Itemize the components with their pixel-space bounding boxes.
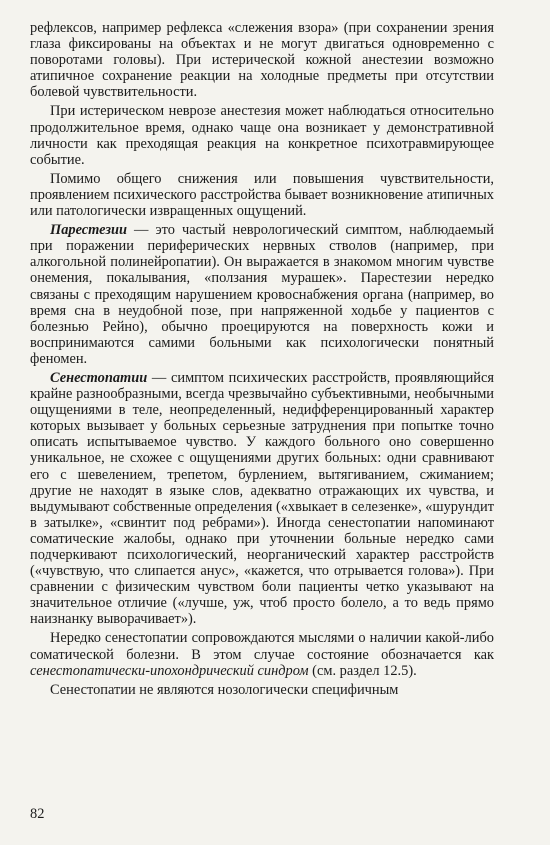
page-number: 82 xyxy=(30,806,45,822)
paresthesia-definition: — это частый неврологический симптом, наблюдаемый при поражении периферических нервных стволов (например, при алкогольной полинейропатии). Он выражается в знакомом многим чувстве онемения, покалывания, «ползания мурашек». Парестезии нередко связаны с преходящим нарушением кровоснабжения органа (например, во время сна в неудобной позе, при напряженной ходьбе у пациентов с болезнью Рейно), обычно проецируются на поверхность кожи и воспринимаются самими больными как психологически понятный феномен. xyxy=(30,222,494,367)
syndrome-text: Нередко сенестопатии сопровождаются мыслями о наличии какой-либо соматической болезни. В этом случае состояние обозначается как xyxy=(30,630,494,663)
senestopathy-definition: — симптом психических расстройств, проявляющийся крайне разнообразными, всегда чрезвычайно субъективными, необычными ощущениями в теле, неопределенный, недифференцированный характер которых вызывает у больных серьезные затруднения при попытке точно описать испытываемое чувство. У каждого больного оно совершенно уникальное, не схожее с ощущениями других больных: одни сравнивают его с шевелением, трепетом, бурлением, вытягиванием, сжиманием; другие не находят в языке слов, адекватно отражающих их чувства, и выдумывают собственные определения («хвыкает в селезенке», «шурундит в затылке», «свинтит под ребрами»). Иногда сенестопатии напоминают соматические жалобы, однако при уточнении больные нередко сами подчеркивают психологический, неорганический характер расстройств («чувствую, что слипается анус», «кажется, что отрывается голова»). При сравнении с физическим чувством боли пациенты четко указывают на значительное отличие («лучше, уж, чтоб просто болело, а то ведь прямо наизнанку выворачивает»). xyxy=(30,369,494,628)
paragraph-hysteria-reflexes: рефлексов, например рефлекса «слежения взора» (при сохранении зрения глаза фиксированы на объектах и не могут двигаться одновременно с поворотами головы). При истерической кожной анестезии возможно атипичное сохранение реакции на холодные предметы при отсутствии болевой чувствительности. xyxy=(30,20,494,101)
syndrome-reference: (см. раздел 12.5). xyxy=(308,662,417,679)
paragraph-nosology: Сенестопатии не являются нозологически специфичным xyxy=(50,681,399,698)
body-text xyxy=(30,20,494,698)
paragraph-hypochondriac-syndrome xyxy=(30,630,494,678)
paragraph-senestopathy xyxy=(30,370,494,628)
term-senestopathy: Сенестопатии xyxy=(50,369,148,386)
paragraph-atypical-sensations: Помимо общего снижения или повышения чувствительности, проявлением психического расстройства бывает возникновение атипичных или патологически извращенных ощущений. xyxy=(30,170,494,220)
syndrome-name: сенестопатически-ипохондрический синдром xyxy=(30,662,309,679)
paragraph-paresthesia xyxy=(30,222,494,367)
paragraph-hysterical-neurosis: При истерическом неврозе анестезия может наблюдаться относительно продолжительное время, однако чаще она возникает у демонстративной личности как преходящая реакция на конкретное психотравмирующее событие. xyxy=(30,103,494,168)
term-paresthesia: Парестезии xyxy=(50,222,127,239)
